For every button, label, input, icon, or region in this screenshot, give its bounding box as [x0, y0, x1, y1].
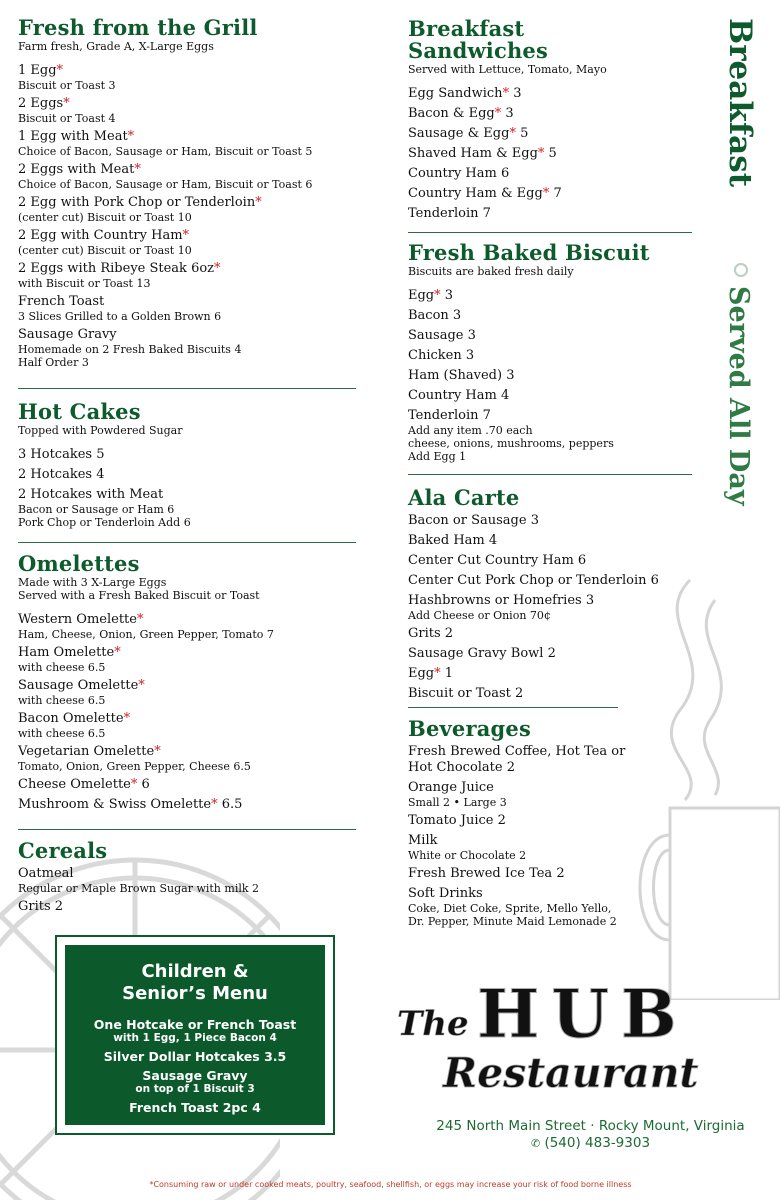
menu-item-name-line: [408, 106, 694, 122]
menu-item-name: Tenderloin 7: [408, 206, 491, 221]
menu-item-name-line: [18, 487, 356, 503]
menu-item-description: Add any item .70 each cheese, onions, mushrooms, peppers Add Egg 1: [408, 424, 614, 463]
menu-item-description: with cheese 6.5: [18, 694, 106, 707]
menu-item-name: 2 Eggs with Ribeye Steak 6oz: [18, 261, 215, 276]
menu-item: [18, 744, 356, 773]
menu-item-name-line: [408, 553, 694, 569]
menu-item-name-line: [408, 166, 694, 182]
menu-item-name-line: [408, 626, 694, 642]
menu-item-name-line: [18, 129, 356, 145]
menu-item: [18, 866, 356, 895]
section-title: Beverages: [408, 716, 532, 741]
menu-item: [408, 288, 694, 304]
logo-hub: HUB: [477, 975, 689, 1053]
raw-food-warning-asterisk: *: [182, 228, 190, 243]
menu-item: [408, 593, 694, 622]
menu-item-name-line: [408, 886, 694, 902]
menu-item-name: Sausage Gravy: [18, 327, 117, 342]
menu-item-name-line: [408, 288, 694, 304]
raw-food-warning-asterisk: *: [138, 678, 145, 693]
menu-section-cereals: [18, 840, 356, 919]
menu-item-name: French Toast: [18, 294, 105, 309]
menu-item-name: Sausage & Egg: [408, 126, 510, 141]
menu-item-name: Tenderloin 7: [408, 408, 491, 423]
menu-item: [18, 129, 356, 158]
menu-item-name-line: [408, 686, 694, 702]
menu-item-name-line: [408, 744, 694, 776]
menu-item-name-line: [408, 388, 694, 404]
section-divider: [18, 388, 356, 389]
kids-menu-item: [65, 1100, 325, 1115]
section-title: Fresh Baked Biscuit: [408, 240, 650, 265]
phone-number: (540) 483-9303: [544, 1135, 651, 1151]
section-title: Fresh from the Grill: [18, 15, 258, 40]
menu-item-name: Grits 2: [408, 626, 454, 641]
menu-item: [408, 408, 694, 463]
address-block: [418, 1118, 763, 1152]
menu-item-name: Country Ham 6: [408, 166, 510, 181]
section-divider: [18, 542, 356, 543]
raw-food-warning-asterisk: *: [509, 126, 516, 141]
menu-item-name-line: [18, 195, 356, 211]
menu-item-name: 2 Egg with Pork Chop or Tenderloin: [18, 195, 256, 210]
section-divider: [408, 232, 692, 233]
menu-item-name-line: [408, 813, 694, 829]
menu-item-name-line: [18, 228, 356, 244]
logo-restaurant: Restaurant: [443, 1049, 699, 1095]
menu-item-description: (center cut) Biscuit or Toast 10: [18, 244, 192, 257]
menu-item-name-line: [18, 899, 356, 915]
section-items: [18, 447, 356, 529]
menu-item-name-line: [18, 866, 356, 882]
menu-item-name: Sausage 3: [408, 328, 476, 343]
menu-item-name: Center Cut Pork Chop or Tenderloin 6: [408, 573, 659, 588]
section-subtitle: Farm fresh, Grade A, X-Large Eggs: [18, 40, 214, 53]
menu-item-name-line: [408, 146, 694, 162]
menu-item: [18, 294, 356, 323]
side-banner-text: [722, 18, 762, 548]
menu-item: [408, 106, 694, 122]
menu-item-name: Sausage Omelette: [18, 678, 139, 693]
menu-item: [18, 645, 356, 674]
menu-item-price: 1: [440, 666, 454, 681]
menu-item-name-line: [18, 777, 356, 793]
hub-restaurant-logo: [395, 975, 765, 1095]
menu-item-name-line: [18, 96, 356, 112]
section-title: Omelettes: [18, 551, 140, 576]
menu-item-name: 1 Egg: [18, 63, 57, 78]
kids-menu-item-description: on top of 1 Biscuit 3: [135, 1083, 255, 1095]
menu-item-description: Add Cheese or Onion 70¢: [408, 609, 551, 622]
bullet-icon: [735, 264, 747, 276]
menu-item-name-line: [408, 368, 694, 384]
menu-item-name-line: [408, 328, 694, 344]
menu-item: [18, 612, 356, 641]
section-items: [18, 612, 356, 813]
section-title: Cereals: [18, 838, 108, 863]
menu-item-name: Bacon Omelette: [18, 711, 124, 726]
kids-menu-box: [55, 935, 335, 1135]
menu-item-price: 5: [515, 126, 529, 141]
menu-item-name-line: [18, 744, 356, 760]
raw-food-warning-asterisk: *: [494, 106, 502, 121]
menu-item: [408, 744, 694, 776]
menu-item-price: 7: [549, 186, 562, 201]
menu-item: [408, 573, 694, 589]
menu-item: [408, 533, 694, 549]
menu-item-name: Bacon 3: [408, 308, 462, 323]
menu-item-description: Choice of Bacon, Sausage or Ham, Biscuit or Toast 5: [18, 145, 313, 158]
menu-item: [408, 186, 694, 202]
menu-item-name: Egg Sandwich: [408, 86, 503, 101]
menu-item-name: Mushroom & Swiss Omelette: [18, 797, 212, 812]
menu-item-name: Hashbrowns or Homefries 3: [408, 593, 595, 608]
menu-item-name: Ham Omelette: [18, 645, 115, 660]
menu-item-name: Egg: [408, 288, 435, 303]
street-address: 245 North Main Street · Rocky Mount, Virginia: [436, 1118, 745, 1134]
section-title: Breakfast Sandwiches: [408, 16, 549, 63]
menu-item-name-line: [408, 126, 694, 142]
menu-item-description: Coke, Diet Coke, Sprite, Mello Yello, Dr. Pepper, Minute Maid Lemonade 2: [408, 902, 617, 928]
section-items: [408, 513, 694, 702]
kids-menu-item-name: Sausage Gravy: [142, 1068, 248, 1083]
raw-food-warning-asterisk: *: [211, 797, 218, 812]
menu-item: [408, 166, 694, 182]
menu-item-name-line: [408, 646, 694, 662]
menu-section-beverages: [408, 718, 694, 932]
menu-item: [408, 86, 694, 102]
menu-item-name: Tomato Juice 2: [408, 813, 506, 828]
menu-item-name-line: [18, 645, 356, 661]
menu-item: [408, 626, 694, 642]
side-banner: [722, 18, 762, 548]
menu-item-name-line: [18, 162, 356, 178]
menu-item-name-line: [408, 513, 694, 529]
menu-item: [408, 348, 694, 364]
food-safety-disclaimer: *Consuming raw or under cooked meats, poultry, seafood, shellfish, or eggs may increase your risk of food borne illness: [149, 1180, 632, 1189]
section-items: [408, 86, 694, 222]
menu-item-name: Soft Drinks: [408, 886, 483, 901]
menu-item-description: with cheese 6.5: [18, 727, 106, 740]
menu-section-breakfast-sandwiches: [408, 18, 694, 226]
menu-item-description: Bacon or Sausage or Ham 6 Pork Chop or Tenderloin Add 6: [18, 503, 191, 529]
menu-item-name: Fresh Brewed Coffee, Hot Tea or Hot Chocolate 2: [408, 744, 626, 775]
menu-item-name: Shaved Ham & Egg: [408, 146, 538, 161]
menu-item: [18, 228, 356, 257]
menu-item-name-line: [18, 612, 356, 628]
menu-item: [408, 813, 694, 829]
raw-food-warning-asterisk: *: [537, 146, 545, 161]
menu-item-name-line: [408, 573, 694, 589]
menu-section-omelettes: [18, 553, 356, 817]
menu-item-name-line: [18, 327, 356, 343]
menu-item: [18, 447, 356, 463]
menu-section-ala-carte: [408, 487, 694, 706]
menu-item-description: Ham, Cheese, Onion, Green Pepper, Tomato 7: [18, 628, 274, 641]
kids-menu-item: [65, 1068, 325, 1096]
raw-food-warning-asterisk: *: [56, 63, 64, 78]
raw-food-warning-asterisk: *: [123, 711, 131, 726]
menu-item-name: Oatmeal: [18, 866, 74, 881]
menu-item: [18, 162, 356, 191]
menu-item: [408, 686, 694, 702]
menu-item-name: 2 Egg with Country Ham: [18, 228, 183, 243]
menu-item-name: Biscuit or Toast 2: [408, 686, 524, 701]
menu-item-name: Western Omelette: [18, 612, 137, 627]
menu-item-name-line: [18, 797, 356, 813]
menu-item: [18, 96, 356, 125]
menu-item-name: Center Cut Country Ham 6: [408, 553, 587, 568]
menu-item-price: 5: [544, 146, 557, 161]
section-title: Hot Cakes: [18, 399, 141, 424]
kids-menu-item: [65, 1049, 325, 1064]
menu-item-name-line: [408, 866, 694, 882]
kids-menu-item-name: Silver Dollar Hotcakes 3.5: [103, 1049, 287, 1064]
menu-item-name: 1 Egg with Meat: [18, 129, 128, 144]
menu-item: [408, 328, 694, 344]
section-items: [18, 866, 356, 915]
kids-menu-item-name: One Hotcake or French Toast: [93, 1017, 297, 1032]
section-title: Ala Carte: [408, 485, 520, 510]
menu-item-name: 3 Hotcakes 5: [18, 447, 105, 462]
side-banner-word1: Breakfast: [722, 18, 758, 188]
menu-item-name: Bacon or Sausage 3: [408, 513, 539, 528]
section-divider: [408, 707, 618, 708]
section-subtitle: Topped with Powdered Sugar: [18, 424, 183, 437]
raw-food-warning-asterisk: *: [434, 666, 441, 681]
raw-food-warning-asterisk: *: [130, 777, 138, 792]
menu-item: [18, 797, 356, 813]
menu-item-description: Biscuit or Toast 3: [18, 79, 116, 92]
menu-item: [408, 780, 694, 809]
raw-food-warning-asterisk: *: [114, 645, 121, 660]
menu-item-name-line: [18, 447, 356, 463]
menu-item: [408, 646, 694, 662]
kids-menu-item-name: French Toast 2pc 4: [129, 1100, 261, 1115]
menu-item-name-line: [18, 261, 356, 277]
menu-item-name: Chicken 3: [408, 348, 475, 363]
menu-item: [408, 833, 694, 862]
raw-food-warning-asterisk: *: [127, 129, 135, 144]
section-divider: [408, 474, 692, 475]
menu-item-name-line: [408, 666, 694, 682]
menu-item-description: with Biscuit or Toast 13: [18, 277, 151, 290]
menu-item: [18, 63, 356, 92]
menu-item-name-line: [408, 833, 694, 849]
menu-item: [18, 467, 356, 483]
raw-food-warning-asterisk: *: [434, 288, 441, 303]
raw-food-warning-asterisk: *: [542, 186, 550, 201]
menu-item-price: 3: [509, 86, 522, 101]
menu-item-description: Tomato, Onion, Green Pepper, Cheese 6.5: [18, 760, 251, 773]
phone-line: [418, 1135, 763, 1152]
menu-item-name-line: [18, 711, 356, 727]
menu-item-name: Country Ham & Egg: [408, 186, 543, 201]
menu-item-name: Grits 2: [18, 899, 64, 914]
menu-item-name: 2 Hotcakes 4: [18, 467, 105, 482]
menu-item-description: Small 2 • Large 3: [408, 796, 507, 809]
menu-item-name-line: [408, 533, 694, 549]
raw-food-warning-asterisk: *: [134, 162, 141, 177]
menu-item-description: Homemade on 2 Fresh Baked Biscuits 4 Half Order 3: [18, 343, 242, 369]
menu-item: [18, 777, 356, 793]
menu-item-name-line: [18, 467, 356, 483]
section-subtitle: Made with 3 X-Large Eggs Served with a Fresh Baked Biscuit or Toast: [18, 576, 260, 602]
menu-item-description: White or Chocolate 2: [408, 849, 527, 862]
menu-item-name: Milk: [408, 833, 438, 848]
section-items: [408, 288, 694, 463]
menu-item-description: Biscuit or Toast 4: [18, 112, 116, 125]
kids-menu-item: [65, 1017, 325, 1045]
menu-item-price: 3: [440, 288, 454, 303]
raw-food-warning-asterisk: *: [154, 744, 161, 759]
menu-item: [408, 146, 694, 162]
raw-food-warning-asterisk: *: [63, 96, 70, 111]
section-subtitle: Served with Lettuce, Tomato, Mayo: [408, 63, 607, 76]
menu-item: [408, 886, 694, 928]
menu-item: [18, 678, 356, 707]
menu-item: [18, 327, 356, 369]
menu-item-name: Egg: [408, 666, 435, 681]
menu-item-description: with cheese 6.5: [18, 661, 106, 674]
kids-menu-panel: [65, 945, 325, 1125]
raw-food-warning-asterisk: *: [214, 261, 221, 276]
menu-item-name: 2 Eggs: [18, 96, 64, 111]
menu-item-description: Regular or Maple Brown Sugar with milk 2: [18, 882, 260, 895]
menu-item-name: Country Ham 4: [408, 388, 510, 403]
menu-item: [408, 388, 694, 404]
menu-item-name: Fresh Brewed Ice Tea 2: [408, 866, 565, 881]
menu-item: [408, 513, 694, 529]
menu-item-name-line: [18, 678, 356, 694]
kids-menu-items: [65, 1017, 325, 1115]
menu-item: [408, 126, 694, 142]
menu-item-description: (center cut) Biscuit or Toast 10: [18, 211, 192, 224]
menu-item-price: 6: [137, 777, 150, 792]
menu-item-name: Baked Ham 4: [408, 533, 498, 548]
menu-item-name: Ham (Shaved) 3: [408, 368, 515, 383]
phone-icon: ✆: [530, 1137, 541, 1150]
menu-item-price: 6.5: [217, 797, 243, 812]
kids-menu-item-description: with 1 Egg, 1 Piece Bacon 4: [113, 1032, 277, 1044]
menu-item-name: Orange Juice: [408, 780, 494, 795]
menu-item-name-line: [18, 294, 356, 310]
menu-item-name: 2 Hotcakes with Meat: [18, 487, 164, 502]
menu-item-name-line: [408, 86, 694, 102]
section-items: [18, 63, 356, 369]
section-divider: [18, 829, 356, 830]
menu-item-name-line: [408, 186, 694, 202]
menu-item: [408, 866, 694, 882]
menu-item-name-line: [408, 593, 694, 609]
menu-item: [408, 666, 694, 682]
menu-item-description: 3 Slices Grilled to a Golden Brown 6: [18, 310, 222, 323]
menu-item: [408, 206, 694, 222]
raw-food-warning-asterisk: *: [255, 195, 262, 210]
menu-item: [408, 308, 694, 324]
kids-menu-title: Children & Senior’s Menu: [122, 961, 268, 1004]
menu-item-description: Choice of Bacon, Sausage or Ham, Biscuit or Toast 6: [18, 178, 313, 191]
menu-section-fresh-from-the-grill: [18, 17, 356, 373]
menu-item-price: 3: [501, 106, 514, 121]
menu-item-name: Sausage Gravy Bowl 2: [408, 646, 556, 661]
menu-item-name: Vegetarian Omelette: [18, 744, 155, 759]
menu-item: [18, 261, 356, 290]
menu-item-name-line: [408, 780, 694, 796]
menu-item: [18, 195, 356, 224]
raw-food-warning-asterisk: *: [136, 612, 144, 627]
logo-the: The: [397, 1004, 469, 1044]
menu-item: [18, 487, 356, 529]
raw-food-warning-asterisk: *: [502, 86, 510, 101]
menu-item: [408, 368, 694, 384]
menu-item: [408, 553, 694, 569]
menu-item: [18, 711, 356, 740]
menu-item-name-line: [18, 63, 356, 79]
menu-item-name-line: [408, 408, 694, 424]
menu-item-name: 2 Eggs with Meat: [18, 162, 135, 177]
menu-section-fresh-baked-biscuit: [408, 242, 694, 467]
section-items: [408, 744, 694, 928]
menu-item-name-line: [408, 206, 694, 222]
menu-item-name-line: [408, 308, 694, 324]
menu-item-name: Bacon & Egg: [408, 106, 495, 121]
menu-item: [18, 899, 356, 915]
side-banner-word2: Served All Day: [723, 286, 754, 506]
menu-item-name-line: [408, 348, 694, 364]
menu-item-name: Cheese Omelette: [18, 777, 131, 792]
menu-section-hot-cakes: [18, 401, 356, 533]
section-subtitle: Biscuits are baked fresh daily: [408, 265, 574, 278]
